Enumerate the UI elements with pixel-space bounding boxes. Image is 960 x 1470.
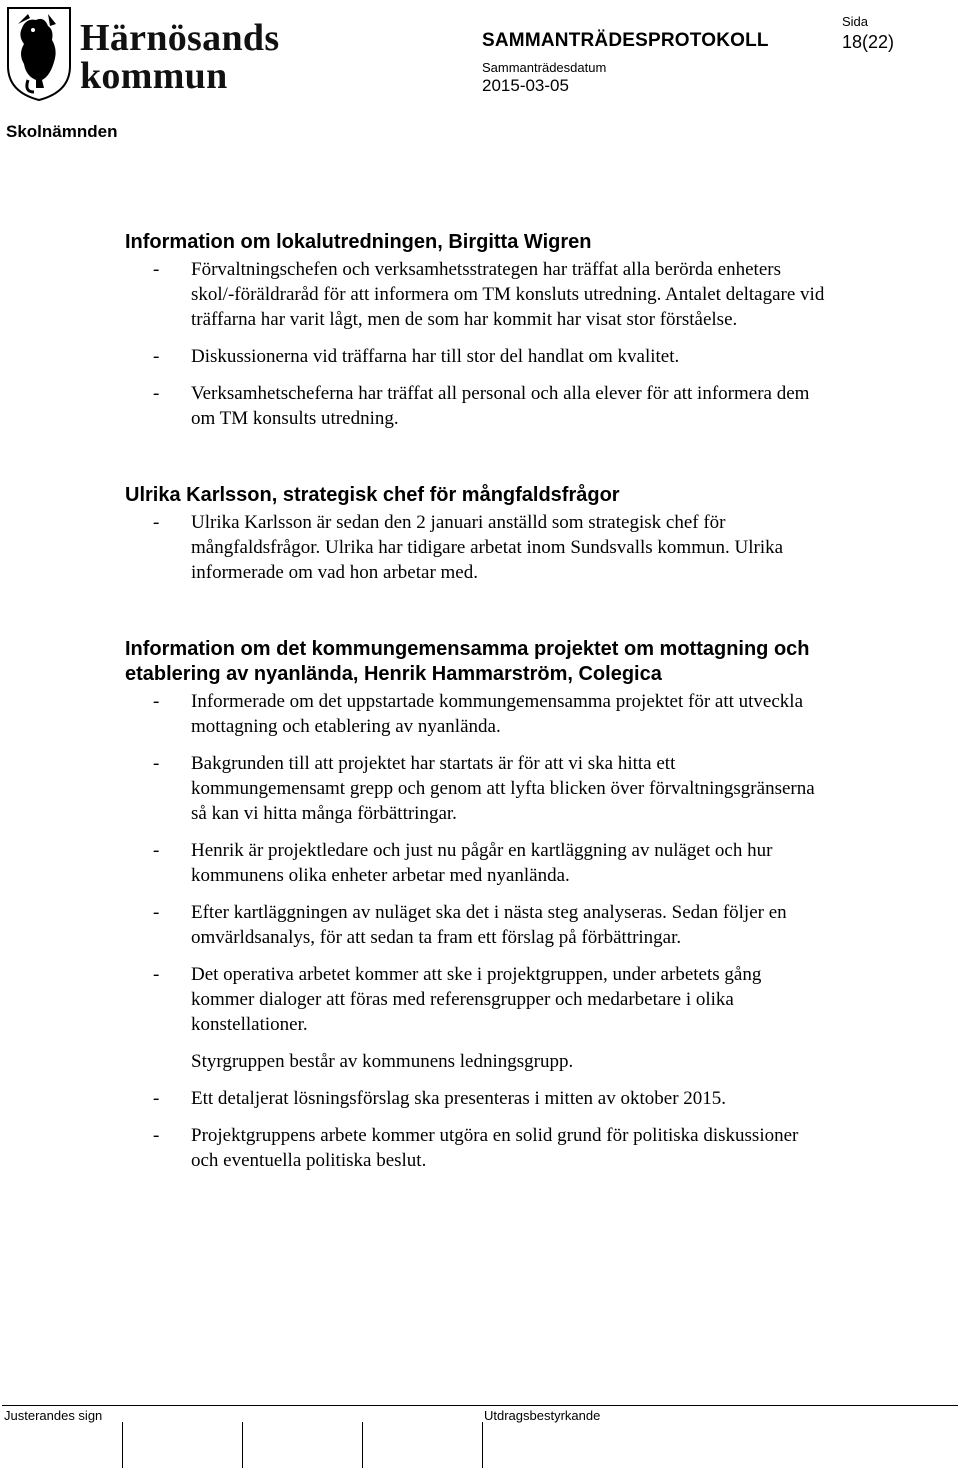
section-lokalutredningen: [125, 230, 825, 431]
bullet-dash: -: [153, 691, 160, 712]
list-item: [125, 510, 825, 585]
protocol-body: [125, 230, 825, 1185]
list-item: [125, 962, 825, 1037]
bullet-dash: -: [153, 259, 160, 280]
logo-text-line2: kommun: [80, 55, 228, 97]
list-item-text: Ulrika Karlsson är sedan den 2 januari anställd som strategisk chef för mångfaldsfrågor. Ulrika har tidigare arbetat inom Sundsvalls kommun. Ulrika informerade om vad hon arbetar med.: [191, 512, 784, 583]
signature-box-divider: [242, 1422, 243, 1468]
page-number: 18(22): [842, 32, 895, 52]
section-heading: Ulrika Karlsson, strategisk chef för mångfaldsfrågor: [125, 484, 620, 506]
extract-certification-label: Utdragsbestyrkande: [484, 1408, 601, 1423]
section-heading: Information om lokalutredningen, Birgitta Wigren: [125, 231, 592, 253]
bullet-dash: -: [153, 1125, 160, 1146]
list-item: [125, 257, 825, 332]
bullet-dash: -: [153, 840, 160, 861]
list-item: [125, 1086, 825, 1111]
list-item: [125, 1123, 825, 1173]
list-item-text: Förvaltningschefen och verksamhetsstrategen har träffat alla berörda enheters skol/-föräldraråd för att informera om TM konsluts utredning. Antalet deltagare vid träffarna har varit lågt, men de som har kommit har visat stor förståelse.: [191, 259, 825, 330]
section-heading: Information om det kommungemensamma projektet om mottagning och etablering av nyanlända, Henrik Hammarström, Colegica: [125, 638, 810, 685]
bullet-dash: -: [153, 1088, 160, 1109]
list-item-text: Diskussionerna vid träffarna har till stor del handlat om kvalitet.: [191, 346, 680, 367]
section-nyanlanda-projekt: [125, 637, 825, 1173]
bullet-dash: -: [153, 964, 160, 985]
bullet-dash: -: [153, 753, 160, 774]
adjuster-sign-label: Justerandes sign: [4, 1408, 103, 1423]
signature-box-divider: [482, 1422, 483, 1468]
signature-box-divider: [122, 1422, 123, 1468]
list-item: [125, 900, 825, 950]
list-item-text: Projektgruppens arbete kommer utgöra en solid grund för politiska diskussioner och eventuella politiska beslut.: [191, 1125, 799, 1171]
committee-name: Skolnämnden: [6, 122, 118, 141]
bullet-dash: -: [153, 902, 160, 923]
list-item: [125, 838, 825, 888]
list-item-text: Verksamhetscheferna har träffat all personal och alla elever för att informera dem om TM konsults utredning.: [191, 383, 810, 429]
list-item: [125, 689, 825, 739]
bullet-dash: -: [153, 383, 160, 404]
list-item-text: Informerade om det uppstartade kommungemensamma projektet för att utveckla mottagning och etablering av nyanlända.: [191, 691, 804, 737]
footer-divider: [2, 1405, 958, 1406]
list-item: [125, 751, 825, 826]
date-label: Sammanträdesdatum: [482, 60, 607, 75]
page-label: Sida: [842, 14, 869, 29]
protocol-title: SAMMANTRÄDESPROTOKOLL: [482, 30, 769, 51]
list-item: [125, 344, 825, 369]
bullet-dash: -: [153, 512, 160, 533]
meeting-date: 2015-03-05: [482, 76, 569, 95]
signature-box-divider: [362, 1422, 363, 1468]
list-item-text: Bakgrunden till att projektet har startats är för att vi ska hitta ett kommungemensamt grepp och genom att lyfta blicken över förvaltningsgränserna så kan vi hitta många förbättringar.: [191, 753, 815, 824]
list-item-text: Ett detaljerat lösningsförslag ska presenteras i mitten av oktober 2015.: [191, 1088, 727, 1109]
logo-text-line1: Härnösands: [80, 17, 280, 59]
list-item: [125, 381, 825, 431]
section-mangfaldsfragor: [125, 483, 825, 585]
list-item-text: Henrik är projektledare och just nu pågår en kartläggning av nuläget och hur kommunens olika enheter arbetar med nyanlända.: [191, 840, 773, 886]
list-item-text: Efter kartläggningen av nuläget ska det i nästa steg analyseras. Sedan följer en omvärldsanalys, för att sedan ta fram ett förslag på förbättringar.: [191, 902, 787, 948]
bullet-dash: -: [153, 346, 160, 367]
list-item-text: Det operativa arbetet kommer att ske i projektgruppen, under arbetets gång kommer dialoger att föras med referensgrupper och medarbetare i olika konstellationer.: [191, 964, 762, 1035]
steering-group-note: Styrgruppen består av kommunens ledningsgrupp.: [191, 1051, 574, 1072]
municipality-logo: [4, 4, 284, 104]
